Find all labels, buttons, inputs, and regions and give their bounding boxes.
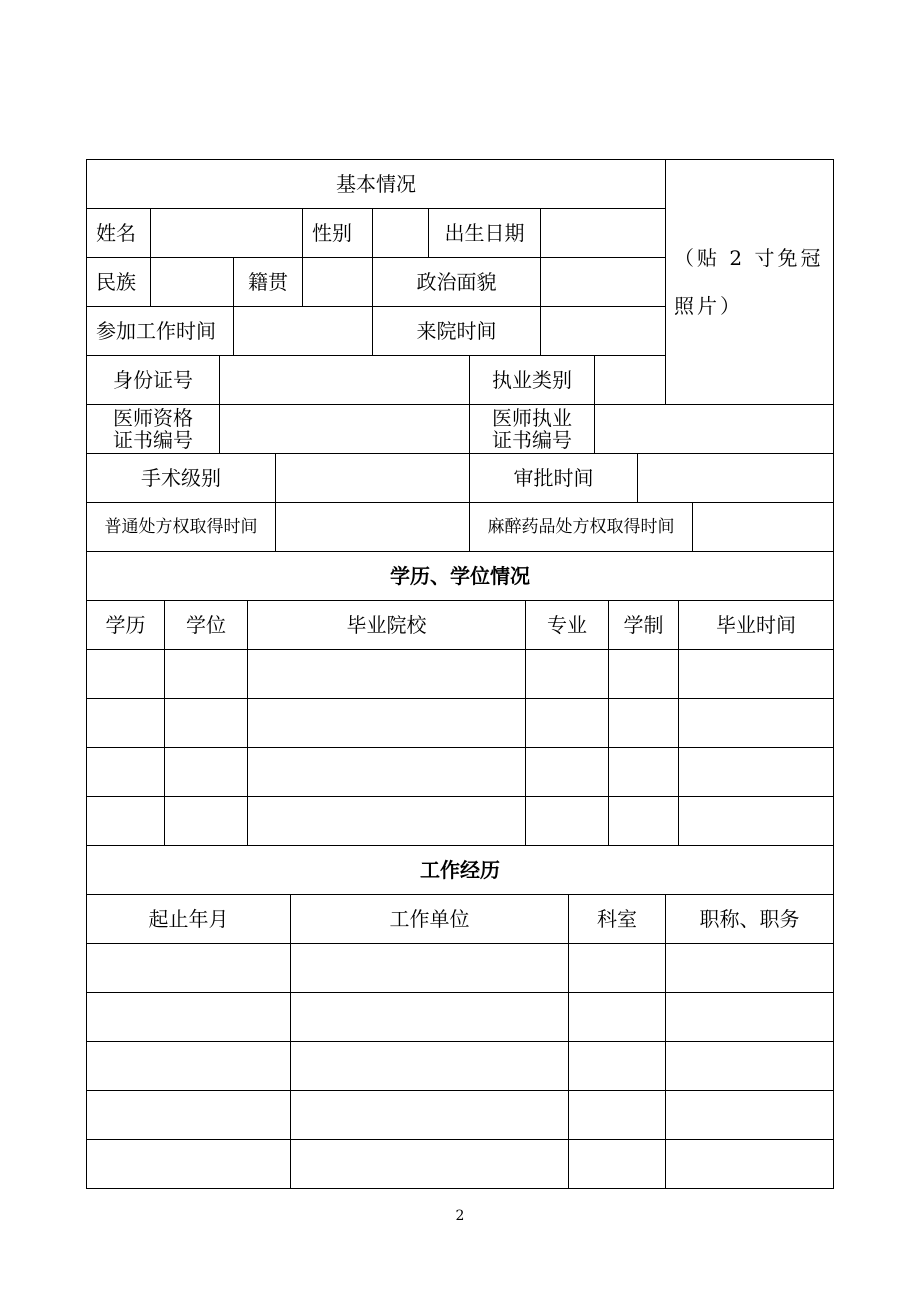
prac-cert-label-line2: 证书编号 [492, 428, 572, 452]
basic-section-title: 基本情况 [86, 159, 666, 209]
edu-row-cell[interactable] [525, 698, 609, 748]
edu-row-cell[interactable] [608, 747, 679, 797]
edu-row-cell[interactable] [86, 698, 165, 748]
work-start-field[interactable] [233, 306, 373, 356]
native-place-label: 籍贯 [233, 257, 303, 307]
qual-cert-label-line2: 证书编号 [113, 428, 193, 452]
edu-row-cell[interactable] [247, 747, 526, 797]
edu-row-cell[interactable] [608, 649, 679, 699]
practice-type-label: 执业类别 [469, 355, 595, 405]
edu-row-cell[interactable] [86, 796, 165, 846]
qual-cert-field[interactable] [219, 404, 470, 454]
join-hospital-label: 来院时间 [372, 306, 541, 356]
edu-row-cell[interactable] [678, 747, 834, 797]
work-row-cell[interactable] [290, 943, 569, 993]
name-field[interactable] [150, 208, 303, 258]
name-label: 姓名 [86, 208, 151, 258]
approval-time-label: 审批时间 [469, 453, 638, 503]
edu-row-cell[interactable] [86, 649, 165, 699]
work-header-period: 起止年月 [86, 894, 291, 944]
prescription-label: 普通处方权取得时间 [86, 502, 276, 552]
edu-row-cell[interactable] [525, 747, 609, 797]
work-row-cell[interactable] [290, 1041, 569, 1091]
prac-cert-label-line1: 医师执业 [492, 406, 572, 430]
edu-row-cell[interactable] [247, 698, 526, 748]
prac-cert-label [469, 404, 595, 454]
id-label: 身份证号 [86, 355, 220, 405]
resume-form-table [86, 159, 834, 1189]
surgery-level-field[interactable] [275, 453, 470, 503]
birth-label: 出生日期 [428, 208, 541, 258]
edu-row-cell[interactable] [164, 649, 248, 699]
work-row-cell[interactable] [86, 1090, 291, 1140]
qual-cert-label-line1: 医师资格 [113, 406, 193, 430]
work-row-cell[interactable] [568, 1139, 666, 1189]
practice-type-field[interactable] [594, 355, 666, 405]
edu-row-cell[interactable] [608, 796, 679, 846]
photo-placeholder[interactable]: （贴 2 寸免冠照片） [665, 159, 834, 405]
edu-row-cell[interactable] [164, 796, 248, 846]
work-row-cell[interactable] [568, 992, 666, 1042]
work-row-cell[interactable] [665, 1090, 834, 1140]
work-row-cell[interactable] [86, 992, 291, 1042]
prescription-field[interactable] [275, 502, 470, 552]
edu-row-cell[interactable] [86, 747, 165, 797]
anesthetic-label: 麻醉药品处方权取得时间 [469, 502, 693, 552]
edu-row-cell[interactable] [678, 649, 834, 699]
edu-row-cell[interactable] [525, 649, 609, 699]
political-label: 政治面貌 [372, 257, 541, 307]
work-row-cell[interactable] [665, 992, 834, 1042]
edu-header-grad-time: 毕业时间 [678, 600, 834, 650]
work-header-title-position: 职称、职务 [665, 894, 834, 944]
id-field[interactable] [219, 355, 470, 405]
edu-header-degree-level: 学历 [86, 600, 165, 650]
ethnicity-field[interactable] [150, 257, 234, 307]
edu-row-cell[interactable] [608, 698, 679, 748]
edu-row-cell[interactable] [678, 698, 834, 748]
join-hospital-field[interactable] [540, 306, 666, 356]
edu-row-cell[interactable] [164, 747, 248, 797]
approval-time-field[interactable] [637, 453, 834, 503]
prac-cert-field[interactable] [594, 404, 834, 454]
work-header-department: 科室 [568, 894, 666, 944]
education-section-title: 学历、学位情况 [86, 551, 834, 601]
work-row-cell[interactable] [665, 1041, 834, 1091]
work-row-cell[interactable] [568, 1041, 666, 1091]
anesthetic-field[interactable] [692, 502, 834, 552]
birth-field[interactable] [540, 208, 666, 258]
work-row-cell[interactable] [290, 992, 569, 1042]
edu-row-cell[interactable] [247, 649, 526, 699]
qual-cert-label [86, 404, 220, 454]
edu-header-major: 专业 [525, 600, 609, 650]
work-header-employer: 工作单位 [290, 894, 569, 944]
edu-row-cell[interactable] [247, 796, 526, 846]
work-row-cell[interactable] [568, 1090, 666, 1140]
native-place-field[interactable] [302, 257, 373, 307]
work-row-cell[interactable] [290, 1139, 569, 1189]
work-start-label: 参加工作时间 [86, 306, 234, 356]
edu-row-cell[interactable] [678, 796, 834, 846]
work-row-cell[interactable] [665, 943, 834, 993]
ethnicity-label: 民族 [86, 257, 151, 307]
page-number: 2 [455, 1208, 465, 1224]
work-row-cell[interactable] [568, 943, 666, 993]
edu-row-cell[interactable] [164, 698, 248, 748]
work-row-cell[interactable] [665, 1139, 834, 1189]
edu-header-duration: 学制 [608, 600, 679, 650]
gender-field[interactable] [372, 208, 429, 258]
work-row-cell[interactable] [290, 1090, 569, 1140]
surgery-level-label: 手术级别 [86, 453, 276, 503]
edu-header-degree: 学位 [164, 600, 248, 650]
work-row-cell[interactable] [86, 1139, 291, 1189]
gender-label: 性别 [302, 208, 373, 258]
political-field[interactable] [540, 257, 666, 307]
edu-header-school: 毕业院校 [247, 600, 526, 650]
work-row-cell[interactable] [86, 1041, 291, 1091]
work-section-title: 工作经历 [86, 845, 834, 895]
work-row-cell[interactable] [86, 943, 291, 993]
edu-row-cell[interactable] [525, 796, 609, 846]
